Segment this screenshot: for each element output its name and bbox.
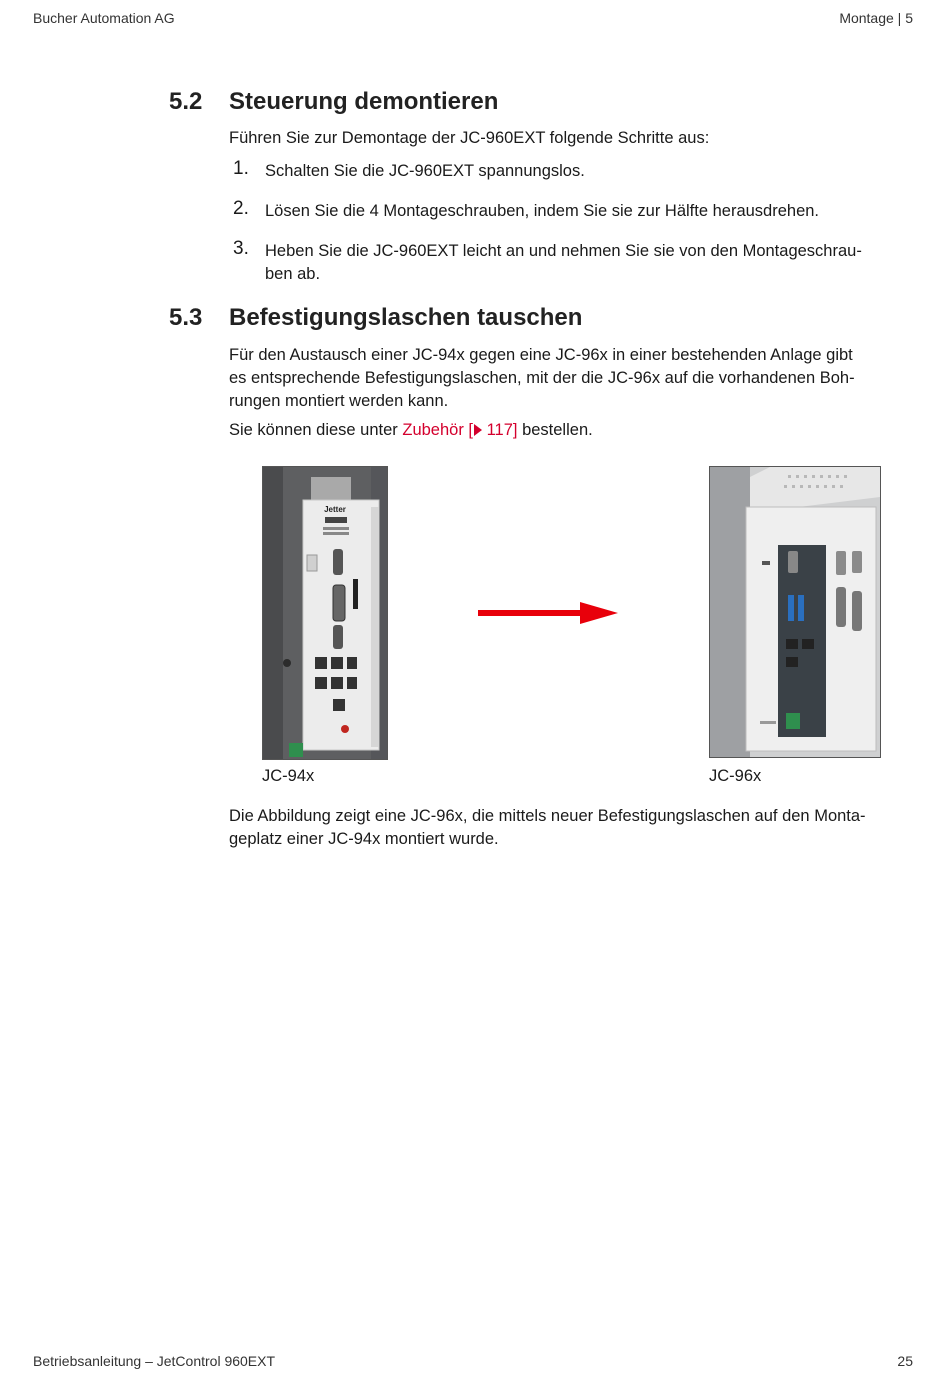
list-item xyxy=(233,238,923,290)
jc96x-photo xyxy=(709,466,881,758)
device-brand-label: Jetter xyxy=(324,505,346,514)
play-triangle-icon xyxy=(473,424,482,436)
order-sentence xyxy=(229,419,593,442)
section-title: Steuerung demontieren xyxy=(229,88,499,115)
right-arrow-icon xyxy=(478,601,620,625)
caption-right: JC-96x xyxy=(709,767,762,785)
order-prefix: Sie können diese unter xyxy=(229,421,403,439)
paragraph-line: Die Abbildung zeigt eine JC-96x, die mittels neuer Befestigungslaschen auf den Monta- xyxy=(229,807,866,825)
step-number: 1. xyxy=(233,158,249,179)
step-text: Schalten Sie die JC-960EXT spannungslos. xyxy=(265,162,585,180)
footer-page-number: 25 xyxy=(897,1353,913,1369)
step-text: Heben Sie die JC-960EXT leicht an und nehmen Sie sie von den Montageschrau- xyxy=(265,242,862,260)
step-text: Lösen Sie die 4 Montageschrauben, indem Sie sie zur Hälfte herausdrehen. xyxy=(265,202,820,220)
section-paragraph xyxy=(229,344,919,413)
list-item xyxy=(233,158,923,188)
section-heading-5-2 xyxy=(169,88,869,120)
jc96x-device-illustration xyxy=(710,467,880,757)
header-section: Montage | 5 xyxy=(839,10,913,26)
list-item xyxy=(233,198,923,228)
link-page: 117] xyxy=(482,421,518,439)
order-suffix: bestellen. xyxy=(517,421,593,439)
step-number: 2. xyxy=(233,198,249,219)
header-company: Bucher Automation AG xyxy=(33,10,175,26)
paragraph-line: Für den Austausch einer JC-94x gegen eine JC-96x in einer bestehenden Anlage gibt xyxy=(229,346,853,364)
footer-doc-title: Betriebsanleitung – JetControl 960EXT xyxy=(33,1353,276,1369)
section-number: 5.2 xyxy=(169,88,203,115)
section-heading-5-3 xyxy=(169,304,869,336)
section-title: Befestigungslaschen tauschen xyxy=(229,304,583,331)
paragraph-line: es entsprechende Befestigungslaschen, mit der die JC-96x auf die vorhandenen Boh- xyxy=(229,369,855,387)
section-intro: Führen Sie zur Demontage der JC-960EXT folgende Schritte aus: xyxy=(229,129,710,147)
step-number: 3. xyxy=(233,238,249,259)
caption-left: JC-94x xyxy=(262,767,315,785)
section-number: 5.3 xyxy=(169,304,203,331)
paragraph-line: rungen montiert werden kann. xyxy=(229,392,449,410)
step-text-continued: ben ab. xyxy=(265,265,321,283)
accessory-link[interactable] xyxy=(402,421,517,439)
jc94x-photo xyxy=(262,466,388,760)
paragraph-line: geplatz einer JC-94x montiert wurde. xyxy=(229,830,499,848)
figure-note xyxy=(229,805,919,851)
link-text: Zubehör [ xyxy=(402,421,473,439)
